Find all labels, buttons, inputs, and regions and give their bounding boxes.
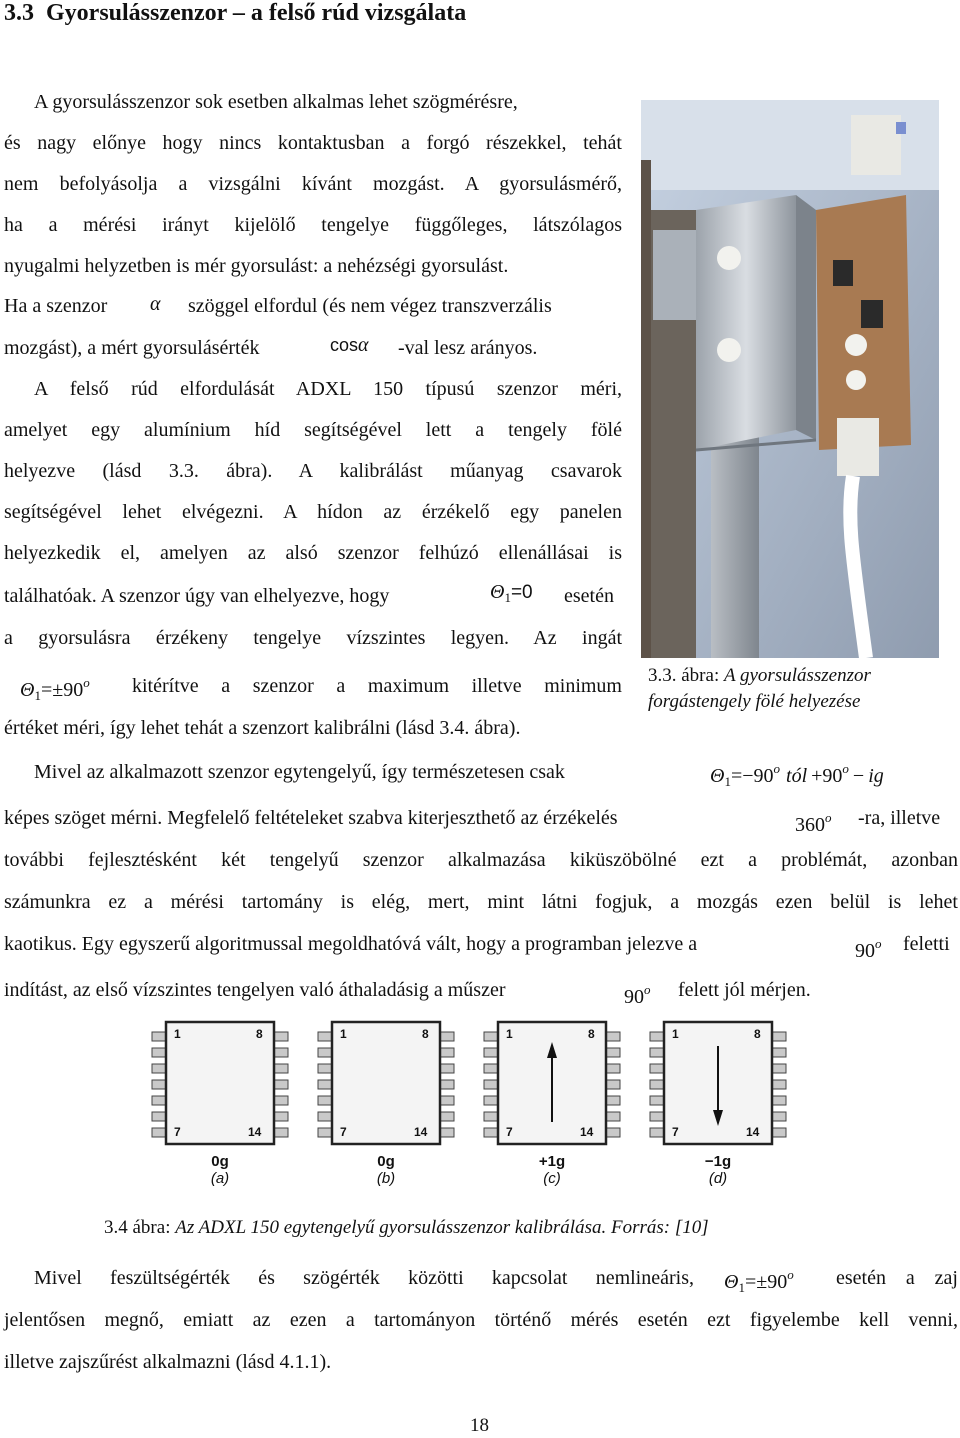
p1-line-7a: mozgást), a mért gyorsulásérték	[4, 337, 260, 359]
adxl150-chip-icon	[316, 1018, 456, 1148]
pin-label-14: 14	[414, 1125, 428, 1139]
p1-line-2: és nagy előnye hogy nincs kontaktusban a forgó részekkel, tehát	[4, 132, 622, 154]
p3-line-2a: képes szöget mérni. Megfelelő feltételeket szabva kiterjeszthető az érzékelés	[4, 807, 618, 829]
section-heading: 3.3 Gyorsulásszenzor – a felső rúd vizsgálata	[4, 0, 467, 26]
fig33-caption-line-1: 3.3. ábra: A gyorsulásszenzor	[648, 665, 871, 686]
p3-line-3: további fejlesztésként két tengelyű szenzor alkalmazása kiküszöbölné ezt a problémát, azonban	[4, 849, 958, 871]
p2-line-6a: találhatóak. A szenzor úgy van elhelyezve, hogy	[4, 585, 390, 607]
alpha-symbol: α	[150, 293, 161, 315]
p2-line-1: A felső rúd elfordulását ADXL 150 típusú szenzor méri,	[34, 378, 622, 400]
theta1-range: $\Theta_1=-90^o$ tól $+90^o$ − ig	[710, 761, 884, 789]
p2-line-4: segítségével lehet elvégezni. A hídon az érzékelő egy panelen	[4, 501, 622, 523]
p2-line-3: helyezve (lásd 3.3. ábra). A kalibrálást műanyag csavarok	[4, 460, 622, 482]
p2-line-6b: esetén	[564, 585, 614, 607]
deg-360: 360$^o$	[795, 810, 832, 836]
deg-90-b: 90$^o$	[624, 982, 651, 1008]
p2-line-7: a gyorsulásra érzékeny tengelye vízszintes legyen. Az ingát	[4, 627, 622, 649]
theta1-pm90-b: $\Theta_1=\pm 90^o$	[724, 1267, 794, 1295]
chip-g-label: +1g	[538, 1153, 566, 1170]
p1-line-5: nyugalmi helyzetben is mér gyorsulást: a nehézségi gyorsulást.	[4, 255, 509, 277]
p3-line-1: Mivel az alkalmazott szenzor egytengelyű, így természetesen csak	[34, 761, 565, 783]
p1-line-3: nem befolyásolja a vizsgálni kívánt mozgást. A gyorsulásmérő,	[4, 173, 622, 195]
fig34-caption: 3.4 ábra: Az ADXL 150 egytengelyű gyorsulásszenzor kalibrálása. Forrás: [10]	[104, 1217, 709, 1238]
chip-g-label: −1g	[704, 1153, 732, 1170]
p1-line-6b: szöggel elfordul (és nem végez transzverzális	[188, 295, 552, 317]
pin-label-1: 1	[672, 1027, 679, 1041]
chip-2	[316, 1018, 456, 1187]
chip-g-label: 0g	[211, 1153, 229, 1170]
pin-label-7: 7	[506, 1125, 513, 1139]
pin-label-1: 1	[506, 1027, 513, 1041]
p2-line-8: kitérítve a szenzor a maximum illetve minimum	[132, 675, 622, 697]
adxl150-chip-icon	[482, 1018, 622, 1148]
p3-line-5a: kaotikus. Egy egyszerű algoritmussal megoldhatóvá vált, hogy a programban jelezve a	[4, 933, 698, 955]
chip-letter: (c)	[543, 1170, 561, 1187]
pin-label-14: 14	[580, 1125, 594, 1139]
chip-figure	[150, 1018, 790, 1198]
pin-label-8: 8	[754, 1027, 761, 1041]
p1-line-4: ha a mérési irányt kijelölő tengelye függőleges, látszólagos	[4, 214, 622, 236]
p3-line-6a: indítást, az első vízszintes tengelyen való áthaladásig a műszer	[4, 979, 506, 1001]
pin-label-1: 1	[174, 1027, 181, 1041]
pin-label-1: 1	[340, 1027, 347, 1041]
p3-line-6b: felett jól mérjen.	[678, 979, 811, 1001]
chip-4	[648, 1018, 788, 1187]
sensor-bridge-photo	[641, 100, 939, 658]
chip-letter: (b)	[376, 1170, 396, 1187]
p4-line-1b: esetén a zaj	[836, 1267, 958, 1289]
p2-line-9: értéket méri, így lehet tehát a szenzort kalibrálni (lásd 3.4. ábra).	[4, 717, 521, 739]
p3-line-4: számunkra ez a mérési tartomány is elég, mert, mint látni fogjuk, a mozgás ezen belül is lehet	[4, 891, 958, 913]
pin-label-8: 8	[422, 1027, 429, 1041]
chip-3	[482, 1018, 622, 1187]
cos-alpha: cosα	[330, 334, 369, 356]
deg-90-a: 90$^o$	[855, 936, 882, 962]
pin-label-14: 14	[746, 1125, 760, 1139]
chip-letter: (a)	[210, 1170, 230, 1187]
pin-label-7: 7	[672, 1125, 679, 1139]
p1-line-7b: -val lesz arányos.	[398, 337, 538, 359]
pin-label-7: 7	[340, 1125, 347, 1139]
fig33-caption-line-2: forgástengely fölé helyezése	[648, 691, 861, 712]
p4-line-1a: Mivel feszültségérték és szögérték közötti kapcsolat nemlineáris,	[34, 1267, 694, 1289]
pin-label-8: 8	[256, 1027, 263, 1041]
p3-line-2b: -ra, illetve	[858, 807, 941, 829]
theta1-eq-0: $\Theta_1=0$	[490, 581, 533, 605]
page-number: 18	[470, 1415, 489, 1436]
p1-line-6a: Ha a szenzor	[4, 295, 108, 317]
pin-label-8: 8	[588, 1027, 595, 1041]
p4-line-3: illetve zajszűrést alkalmazni (lásd 4.1.1).	[4, 1351, 332, 1373]
p4-line-2: jelentősen megnő, emiatt az ezen a tartományon történő mérés esetén ezt figyelembe kell venni,	[4, 1309, 958, 1331]
p1-line-1: A gyorsulásszenzor sok esetben alkalmas lehet szögmérésre,	[34, 91, 518, 113]
chip-g-label: 0g	[377, 1153, 395, 1170]
chip-letter: (d)	[708, 1170, 728, 1187]
adxl150-chip-icon	[150, 1018, 290, 1148]
chip-1	[150, 1018, 290, 1187]
pin-label-14: 14	[248, 1125, 262, 1139]
pin-label-7: 7	[174, 1125, 181, 1139]
theta1-pm90: $\Theta_1=\pm 90^o$	[20, 675, 90, 703]
p3-line-5b: feletti	[903, 933, 950, 955]
p2-line-2: amelyet egy alumínium híd segítségével lett a tengely fölé	[4, 419, 622, 441]
p2-line-5: helyezkedik el, amelyen az alsó szenzor felhúzó ellenállásai is	[4, 542, 622, 564]
adxl150-chip-icon	[648, 1018, 788, 1148]
